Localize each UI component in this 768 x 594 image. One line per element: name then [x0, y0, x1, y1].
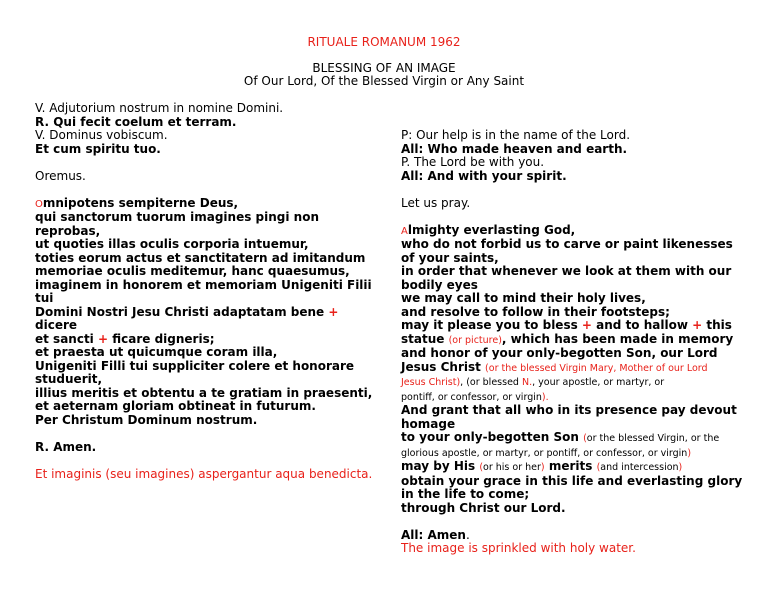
- english-response-1: All: Who made heaven and earth.: [401, 141, 628, 156]
- latin-column: [35, 102, 385, 481]
- latin-rubric: Et imaginis (seu imagines) aspergantur aqua benedicta.: [35, 466, 373, 481]
- english-amen: All: Amen.: [401, 527, 470, 542]
- page-subtitle: Of Our Lord, Of the Blessed Virgin or Any Saint: [243, 74, 525, 88]
- english-drop-initial: A: [401, 225, 408, 237]
- english-prayer: Almighty everlasting God, who do not forbid us to carve or paint likenesses of your saints, in order that whenever we look at them with our bodily eyes we may call to mind their holy lives, and resolve to follow in their footsteps; may it please you to bless + and to hallow + this statue (or picture), which has been made in memory and honor of your only-begotten Son, our Lord Jesus Christ (or the blessed Virgin Mary, Mother of our Lord Jesus Christ), (or blessed N., your apostle, or martyr, or pontiff, or confessor, or virgin). And grant that all who in its presence pay devout homage to your only-begotten Son (or the blessed Virgin, or the glorious apostle, or martyr, or pontiff, or confessor, or virgin) may by His (or his or her) merits (and intercession) obtain your grace in this life and everlasting glory in the life to come; through Christ our Lord.: [401, 222, 743, 515]
- latin-oremus: Oremus.: [35, 168, 86, 183]
- latin-cross-1: +: [328, 304, 339, 319]
- latin-versicle-1: V. Adjutorium nostrum in nomine Domini.: [35, 101, 284, 115]
- latin-prayer: Omnipotens sempiterne Deus, qui sanctorum tuorum imagines pingi non reprobas, ut quoties illas oculis corporia intuemur, toties eorum actus et sanctitatern ad imitandum memoriae oculis meditemur, hanc quaesumus, imaginem in honorem et memoriam Unigeniti Filii tui Domini Nostri Jesu Christi adaptatam bene + dicere et sancti + ficare digneris; et praesta ut quicumque coram illa, Unigeniti Filli tui suppliciter colere et honorare studuerit, illius meritis et obtentu a te gratiam in praesenti, et aeternam gloriam obtineat in futurum. Per Christum Dominum nostrum.: [35, 195, 373, 427]
- latin-response-1: R. Qui fecit coelum et terram.: [35, 114, 237, 129]
- latin-amen: R. Amen.: [35, 439, 97, 454]
- latin-drop-initial: O: [35, 198, 43, 210]
- english-column: [401, 129, 761, 556]
- latin-versicle-2: V. Dominus vobiscum.: [35, 128, 168, 142]
- english-cross-2: +: [692, 318, 703, 332]
- english-let-us-pray: Let us pray.: [401, 195, 471, 210]
- english-versicle-1: P: Our help is in the name of the Lord.: [401, 128, 631, 142]
- latin-response-2: Et cum spiritu tuo.: [35, 141, 161, 156]
- english-cross-1: +: [581, 318, 592, 332]
- english-versicle-2: P. The Lord be with you.: [401, 155, 545, 169]
- english-rubric: The image is sprinkled with holy water.: [401, 541, 636, 555]
- latin-cross-2: +: [97, 331, 109, 346]
- source-heading: RITUALE ROMANUM 1962: [307, 35, 461, 49]
- page-title: BLESSING OF AN IMAGE: [312, 61, 456, 75]
- english-response-2: All: And with your spirit.: [401, 168, 567, 183]
